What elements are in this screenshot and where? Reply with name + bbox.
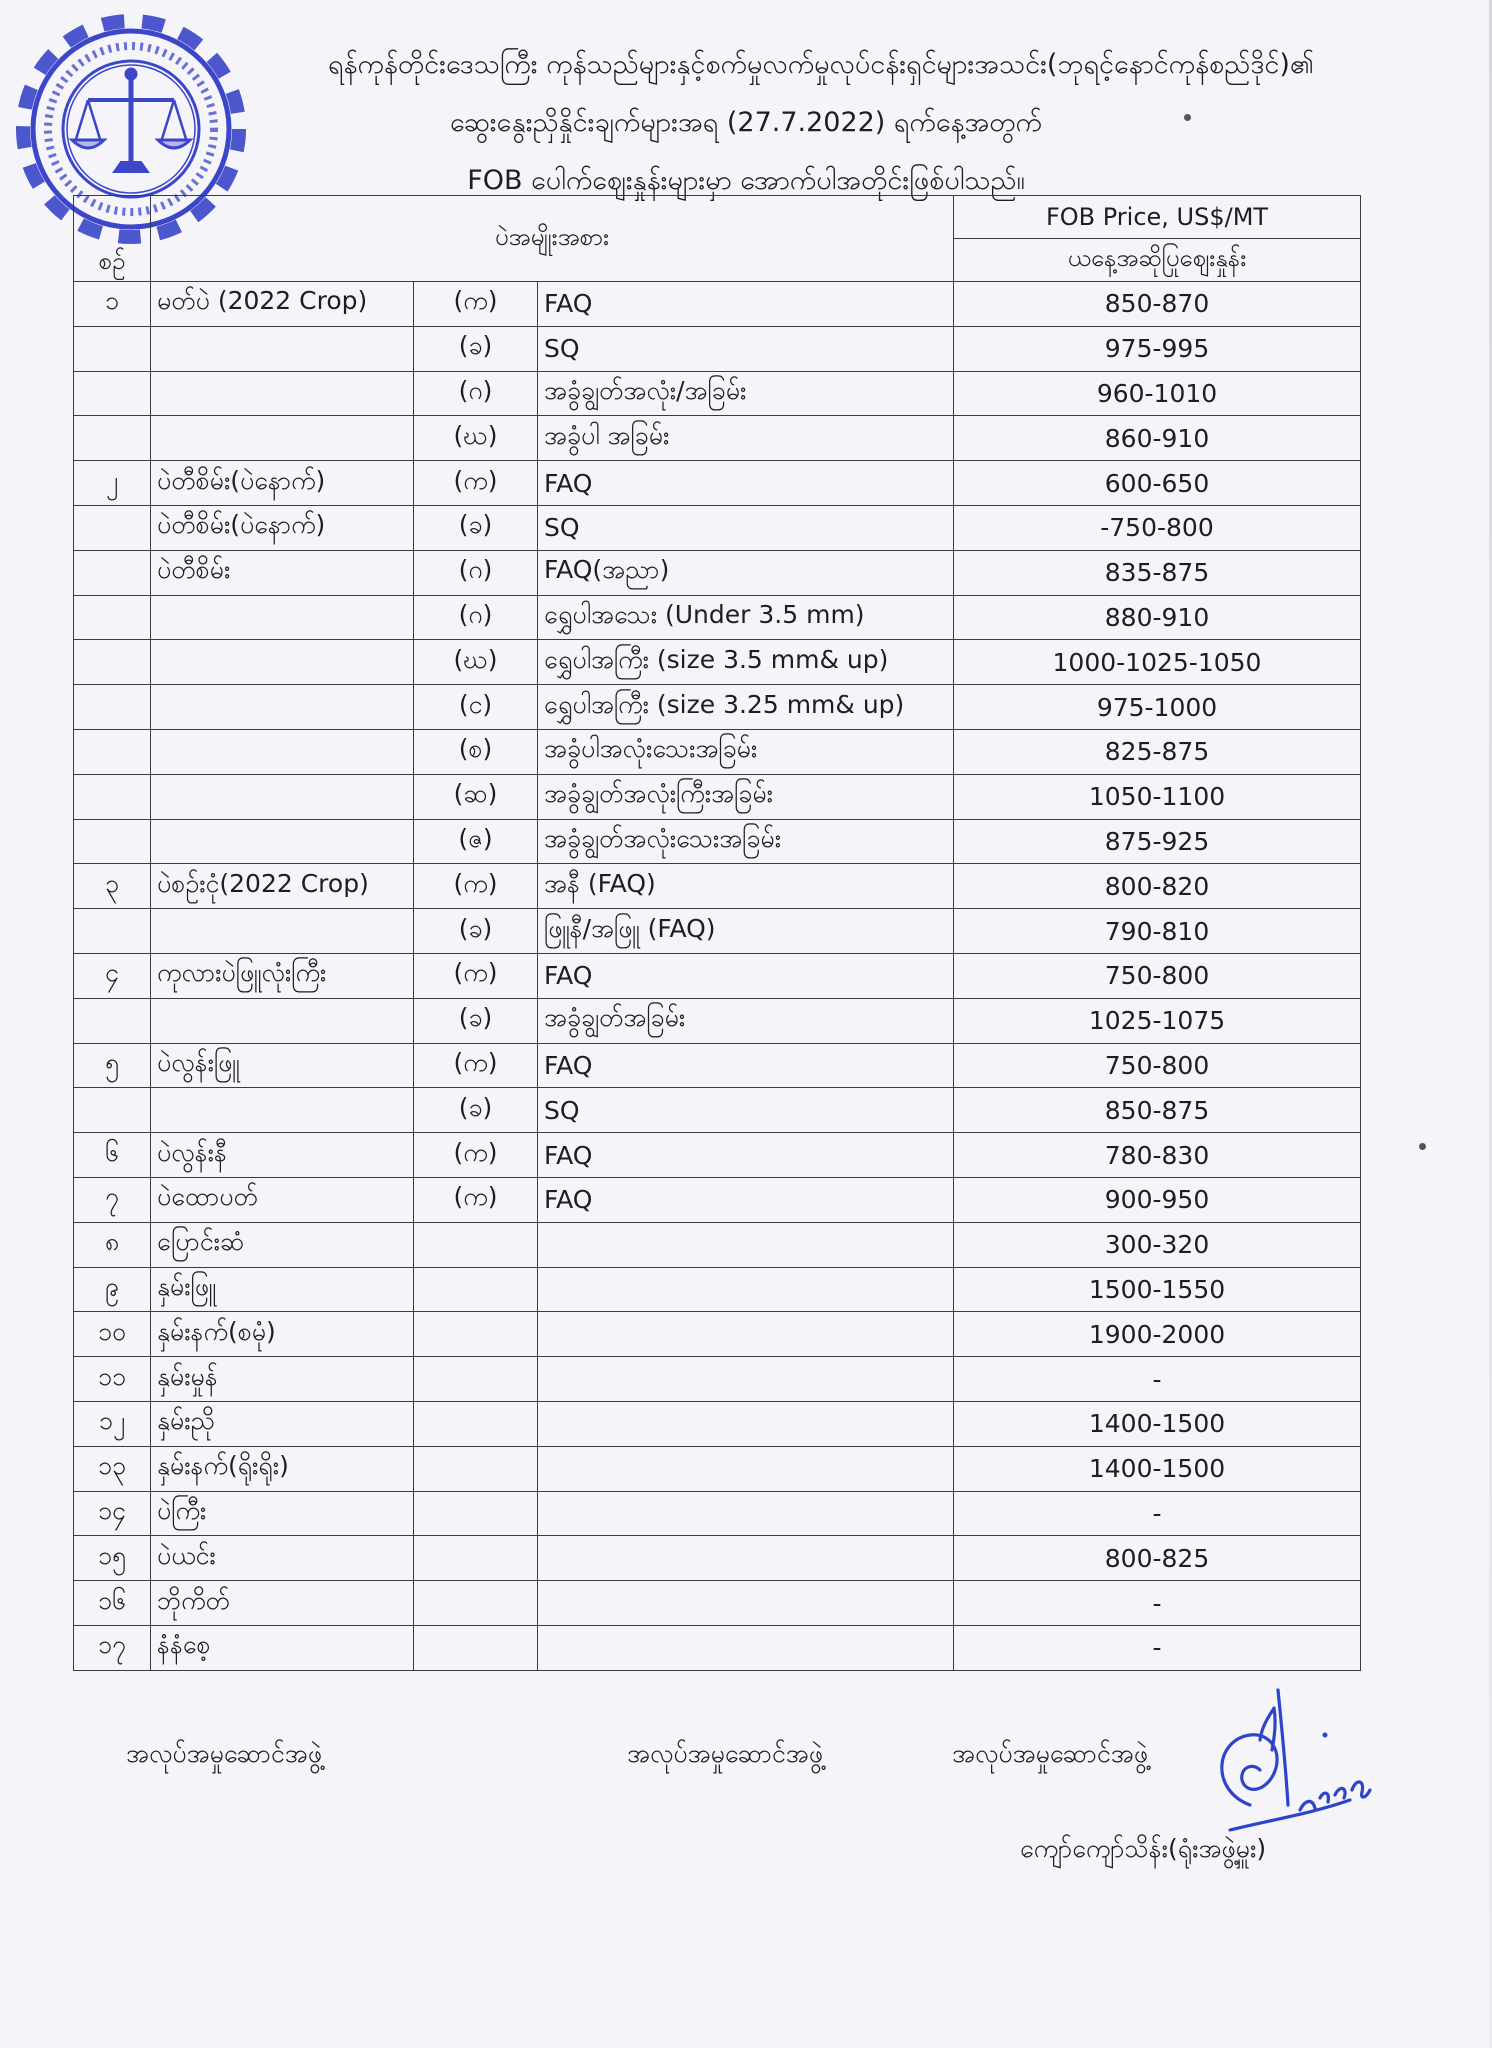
table-row bbox=[74, 1222, 1361, 1267]
row-grade bbox=[414, 1446, 538, 1491]
row-number: ၈ bbox=[74, 1222, 151, 1267]
row-item-name bbox=[151, 998, 414, 1043]
handwritten-signature-icon bbox=[1190, 1680, 1420, 1850]
row-number bbox=[74, 371, 151, 416]
row-spec: အခွံပါအလုံးသေးအခြမ်း bbox=[538, 729, 954, 774]
row-price: - bbox=[954, 1581, 1361, 1626]
column-subheader-price: ယနေ့အဆိုပြုဈေးနှုန်း bbox=[954, 239, 1361, 282]
row-price: 880-910 bbox=[954, 595, 1361, 640]
row-grade bbox=[414, 1267, 538, 1312]
row-number: ၆ bbox=[74, 1133, 151, 1178]
row-price: - bbox=[954, 1357, 1361, 1402]
row-item-name: ကုလားပဲဖြူလုံးကြီး bbox=[151, 953, 414, 998]
row-spec: SQ bbox=[538, 1088, 954, 1133]
row-spec: FAQ bbox=[538, 1177, 954, 1222]
row-grade: (ခ) bbox=[414, 1088, 538, 1133]
row-price: 800-820 bbox=[954, 864, 1361, 909]
row-spec bbox=[538, 1446, 954, 1491]
row-grade: (စ) bbox=[414, 729, 538, 774]
row-grade bbox=[414, 1357, 538, 1402]
row-price: - bbox=[954, 1491, 1361, 1536]
row-grade: (က) bbox=[414, 953, 538, 998]
row-grade: (က) bbox=[414, 461, 538, 506]
row-number bbox=[74, 326, 151, 371]
table-row bbox=[74, 729, 1361, 774]
row-spec: ရွှေပါအကြီး (size 3.25 mm& up) bbox=[538, 685, 954, 730]
row-item-name: မတ်ပဲ (2022 Crop) bbox=[151, 282, 414, 327]
row-grade: (ခ) bbox=[414, 505, 538, 550]
row-number bbox=[74, 505, 151, 550]
row-spec: အနီ (FAQ) bbox=[538, 864, 954, 909]
row-item-name: ပြောင်းဆံ bbox=[151, 1222, 414, 1267]
row-spec bbox=[538, 1536, 954, 1581]
table-header-row bbox=[74, 196, 1361, 239]
row-spec: အခွံချွတ်အလုံးကြီးအခြမ်း bbox=[538, 774, 954, 819]
row-number bbox=[74, 909, 151, 954]
row-number bbox=[74, 774, 151, 819]
row-grade: (ဂ) bbox=[414, 550, 538, 595]
header-line-1: ရန်ကုန်တိုင်းဒေသကြီး ကုန်သည်များနှင့်စက်မှုလက်မှုလုပ်ငန်းရှင်များအသင်း(ဘုရင့်နောင်ကုန်စည်ဒိုင်)၏ bbox=[328, 49, 1314, 80]
row-price: 1400-1500 bbox=[954, 1401, 1361, 1446]
row-grade: (ခ) bbox=[414, 909, 538, 954]
table-row bbox=[74, 909, 1361, 954]
row-grade: (ဂ) bbox=[414, 595, 538, 640]
row-item-name bbox=[151, 909, 414, 954]
row-item-name: နံနံစေ့ bbox=[151, 1625, 414, 1670]
row-spec: အခွံချွတ်အလုံးသေးအခြမ်း bbox=[538, 819, 954, 864]
row-price: -750-800 bbox=[954, 505, 1361, 550]
header-line-3: FOB ပေါက်ဈေးနှုန်းများမှာ အောက်ပါအတိုင်းဖြစ်ပါသည်။ bbox=[467, 165, 1025, 196]
row-number: ၅ bbox=[74, 1043, 151, 1088]
column-header-item: ပဲအမျိုးအစား bbox=[151, 196, 954, 282]
table-body bbox=[74, 282, 1361, 1671]
row-item-name: ပဲလွန်းနီ bbox=[151, 1133, 414, 1178]
row-price: - bbox=[954, 1625, 1361, 1670]
table-row bbox=[74, 371, 1361, 416]
row-number bbox=[74, 998, 151, 1043]
row-price: 1025-1075 bbox=[954, 998, 1361, 1043]
row-spec: အခွံပါ အခြမ်း bbox=[538, 416, 954, 461]
table-row bbox=[74, 1043, 1361, 1088]
row-price: 1900-2000 bbox=[954, 1312, 1361, 1357]
row-grade: (ဆ) bbox=[414, 774, 538, 819]
row-number bbox=[74, 729, 151, 774]
row-price: 1000-1025-1050 bbox=[954, 640, 1361, 685]
table-row bbox=[74, 1536, 1361, 1581]
table-row bbox=[74, 461, 1361, 506]
row-spec: SQ bbox=[538, 505, 954, 550]
table-row bbox=[74, 326, 1361, 371]
table-row bbox=[74, 1401, 1361, 1446]
row-item-name: ပဲကြီး bbox=[151, 1491, 414, 1536]
row-price: 1400-1500 bbox=[954, 1446, 1361, 1491]
row-spec: FAQ bbox=[538, 461, 954, 506]
row-grade: (ဂ) bbox=[414, 371, 538, 416]
row-grade: (ဇ) bbox=[414, 819, 538, 864]
row-price: 790-810 bbox=[954, 909, 1361, 954]
row-grade: (က) bbox=[414, 1133, 538, 1178]
row-number: ၁၂ bbox=[74, 1401, 151, 1446]
row-grade: (ဃ) bbox=[414, 640, 538, 685]
row-price: 1500-1550 bbox=[954, 1267, 1361, 1312]
row-price: 1050-1100 bbox=[954, 774, 1361, 819]
row-item-name: နှမ်းနက်(ရိုးရိုး) bbox=[151, 1446, 414, 1491]
row-spec: FAQ bbox=[538, 1133, 954, 1178]
row-number: ၁၀ bbox=[74, 1312, 151, 1357]
row-item-name: နှမ်းဖြူ bbox=[151, 1267, 414, 1312]
row-grade: (က) bbox=[414, 282, 538, 327]
committee-label-1: အလုပ်အမှုဆောင်အဖွဲ့ bbox=[126, 1739, 323, 1768]
row-item-name: နှမ်းနက်(စမုံ) bbox=[151, 1312, 414, 1357]
row-grade bbox=[414, 1536, 538, 1581]
row-spec bbox=[538, 1222, 954, 1267]
row-price: 835-875 bbox=[954, 550, 1361, 595]
row-grade: (င) bbox=[414, 685, 538, 730]
row-item-name bbox=[151, 326, 414, 371]
row-spec: ရွှေပါအသေး (Under 3.5 mm) bbox=[538, 595, 954, 640]
table-row bbox=[74, 1446, 1361, 1491]
row-item-name bbox=[151, 1088, 414, 1133]
row-number: ၁ bbox=[74, 282, 151, 327]
row-item-name: ပဲတီစိမ်း(ပဲနောက်) bbox=[151, 461, 414, 506]
row-price: 860-910 bbox=[954, 416, 1361, 461]
row-price: 750-800 bbox=[954, 1043, 1361, 1088]
row-price: 850-875 bbox=[954, 1088, 1361, 1133]
row-spec bbox=[538, 1312, 954, 1357]
row-item-name: နှမ်းမှုန် bbox=[151, 1357, 414, 1402]
table-row bbox=[74, 685, 1361, 730]
row-item-name: ပဲလွန်းဖြူ bbox=[151, 1043, 414, 1088]
row-spec: အခွံချွတ်အခြမ်း bbox=[538, 998, 954, 1043]
price-table bbox=[73, 195, 1361, 1671]
committee-label-2: အလုပ်အမှုဆောင်အဖွဲ့ bbox=[627, 1739, 824, 1768]
row-number: ၉ bbox=[74, 1267, 151, 1312]
row-spec: ရွှေပါအကြီး (size 3.5 mm& up) bbox=[538, 640, 954, 685]
row-price: 780-830 bbox=[954, 1133, 1361, 1178]
row-number bbox=[74, 416, 151, 461]
row-item-name bbox=[151, 371, 414, 416]
table-row bbox=[74, 1133, 1361, 1178]
row-number: ၁၆ bbox=[74, 1581, 151, 1626]
row-number bbox=[74, 550, 151, 595]
row-price: 600-650 bbox=[954, 461, 1361, 506]
table-row bbox=[74, 1088, 1361, 1133]
row-grade: (က) bbox=[414, 1177, 538, 1222]
column-header-no: စဉ် bbox=[74, 196, 151, 282]
table-row bbox=[74, 774, 1361, 819]
row-grade bbox=[414, 1222, 538, 1267]
row-item-name bbox=[151, 819, 414, 864]
row-grade: (ခ) bbox=[414, 326, 538, 371]
row-item-name bbox=[151, 595, 414, 640]
table-row bbox=[74, 416, 1361, 461]
row-price: 900-950 bbox=[954, 1177, 1361, 1222]
row-grade bbox=[414, 1581, 538, 1626]
table-row bbox=[74, 1491, 1361, 1536]
row-number: ၂ bbox=[74, 461, 151, 506]
row-spec: FAQ bbox=[538, 1043, 954, 1088]
row-spec bbox=[538, 1357, 954, 1402]
table-row bbox=[74, 282, 1361, 327]
committee-label-3: အလုပ်အမှုဆောင်အဖွဲ့ bbox=[952, 1739, 1149, 1768]
row-spec: FAQ bbox=[538, 953, 954, 998]
row-number bbox=[74, 595, 151, 640]
row-item-name: ဘိုကိတ် bbox=[151, 1581, 414, 1626]
row-grade: (က) bbox=[414, 1043, 538, 1088]
row-item-name bbox=[151, 729, 414, 774]
stray-mark bbox=[1184, 114, 1191, 121]
row-item-name bbox=[151, 640, 414, 685]
table-row bbox=[74, 1581, 1361, 1626]
table-row bbox=[74, 953, 1361, 998]
row-number bbox=[74, 685, 151, 730]
table-row bbox=[74, 640, 1361, 685]
row-grade bbox=[414, 1401, 538, 1446]
document-header bbox=[0, 36, 1492, 210]
table-row bbox=[74, 864, 1361, 909]
table-row bbox=[74, 1357, 1361, 1402]
row-grade: (ဃ) bbox=[414, 416, 538, 461]
table-row bbox=[74, 998, 1361, 1043]
row-item-name: နှမ်းညို bbox=[151, 1401, 414, 1446]
row-spec bbox=[538, 1491, 954, 1536]
row-price: 975-995 bbox=[954, 326, 1361, 371]
row-number bbox=[74, 640, 151, 685]
row-spec bbox=[538, 1625, 954, 1670]
table-row bbox=[74, 1177, 1361, 1222]
row-number bbox=[74, 819, 151, 864]
table-row bbox=[74, 550, 1361, 595]
row-price: 800-825 bbox=[954, 1536, 1361, 1581]
table-row bbox=[74, 505, 1361, 550]
row-number: ၄ bbox=[74, 953, 151, 998]
column-header-price: FOB Price, US$/MT bbox=[954, 196, 1361, 239]
row-price: 850-870 bbox=[954, 282, 1361, 327]
row-number: ၁၄ bbox=[74, 1491, 151, 1536]
row-number bbox=[74, 1088, 151, 1133]
row-item-name: ပဲထောပတ် bbox=[151, 1177, 414, 1222]
row-grade bbox=[414, 1491, 538, 1536]
row-price: 875-925 bbox=[954, 819, 1361, 864]
stray-mark bbox=[1419, 1143, 1426, 1150]
row-spec: SQ bbox=[538, 326, 954, 371]
table-row bbox=[74, 819, 1361, 864]
row-spec bbox=[538, 1267, 954, 1312]
table-row bbox=[74, 1267, 1361, 1312]
row-item-name: ပဲစဉ်းငုံ(2022 Crop) bbox=[151, 864, 414, 909]
row-price: 960-1010 bbox=[954, 371, 1361, 416]
row-spec bbox=[538, 1581, 954, 1626]
row-spec: FAQ(အညာ) bbox=[538, 550, 954, 595]
row-price: 975-1000 bbox=[954, 685, 1361, 730]
row-price: 300-320 bbox=[954, 1222, 1361, 1267]
row-grade bbox=[414, 1625, 538, 1670]
row-item-name bbox=[151, 416, 414, 461]
row-number: ၇ bbox=[74, 1177, 151, 1222]
row-item-name bbox=[151, 685, 414, 730]
row-item-name: ပဲတီစိမ်း bbox=[151, 550, 414, 595]
row-spec: FAQ bbox=[538, 282, 954, 327]
table-row bbox=[74, 1625, 1361, 1670]
row-grade: (က) bbox=[414, 864, 538, 909]
table-row bbox=[74, 1312, 1361, 1357]
row-price: 750-800 bbox=[954, 953, 1361, 998]
row-spec: အခွံချွတ်အလုံး/အခြမ်း bbox=[538, 371, 954, 416]
row-spec bbox=[538, 1401, 954, 1446]
table-row bbox=[74, 595, 1361, 640]
row-number: ၁၁ bbox=[74, 1357, 151, 1402]
row-number: ၁၃ bbox=[74, 1446, 151, 1491]
signatory-name: ကျော်ကျော်သိန်း(ရုံးအဖွဲ့မှူး) bbox=[1020, 1834, 1267, 1863]
row-price: 825-875 bbox=[954, 729, 1361, 774]
row-grade: (ခ) bbox=[414, 998, 538, 1043]
row-item-name bbox=[151, 774, 414, 819]
row-number: ၁၇ bbox=[74, 1625, 151, 1670]
row-item-name: ပဲတီစိမ်း(ပဲနောက်) bbox=[151, 505, 414, 550]
row-grade bbox=[414, 1312, 538, 1357]
row-item-name: ပဲယင်း bbox=[151, 1536, 414, 1581]
row-number: ၁၅ bbox=[74, 1536, 151, 1581]
row-number: ၃ bbox=[74, 864, 151, 909]
row-spec: ဖြူနီ/အဖြူ (FAQ) bbox=[538, 909, 954, 954]
header-line-2: ဆွေးနွေးညှိနှိုင်းချက်များအရ (27.7.2022) ရက်နေ့အတွက် bbox=[450, 107, 1042, 138]
